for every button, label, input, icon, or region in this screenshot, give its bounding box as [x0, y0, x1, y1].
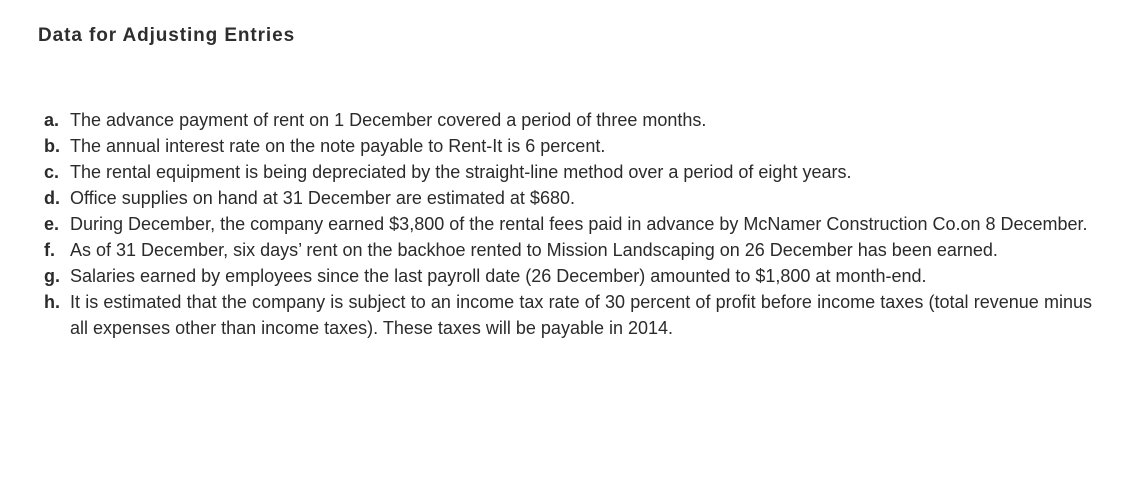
list-item-e — [44, 211, 1092, 237]
item-text: During December, the company earned $3,800 of the rental fees paid in advance by McNamer Construction Co.on 8 December. — [70, 214, 1088, 234]
list-item-h — [44, 289, 1092, 341]
item-text: As of 31 December, six days’ rent on the backhoe rented to Mission Landscaping on 26 December has been earned. — [70, 240, 998, 260]
item-letter: g. — [44, 266, 60, 286]
item-text: The annual interest rate on the note payable to Rent-It is 6 percent. — [70, 136, 606, 156]
item-letter: b. — [44, 136, 60, 156]
list-item-g — [44, 263, 1092, 289]
item-letter: f. — [44, 240, 55, 260]
item-letter: h. — [44, 292, 60, 312]
item-letter: d. — [44, 188, 60, 208]
item-text: It is estimated that the company is subject to an income tax rate of 30 percent of profit before income taxes (total revenue minus all expenses other than income taxes). These taxes will be payable in 2014. — [70, 292, 1092, 338]
item-letter: c. — [44, 162, 60, 182]
item-text: Salaries earned by employees since the last payroll date (26 December) amounted to $1,800 at month-end. — [70, 266, 927, 286]
list-item-b — [44, 133, 1092, 159]
list-item-d — [44, 185, 1092, 211]
item-text: The advance payment of rent on 1 December covered a period of three months. — [70, 110, 707, 130]
item-letter: e. — [44, 214, 60, 234]
item-text: The rental equipment is being depreciated by the straight-line method over a period of eight years. — [70, 162, 852, 182]
page-title: Data for Adjusting Entries — [38, 25, 296, 46]
item-text: Office supplies on hand at 31 December are estimated at $680. — [70, 188, 575, 208]
adjusting-entries-list — [44, 107, 1092, 341]
list-item-f — [44, 237, 1092, 263]
item-letter: a. — [44, 110, 60, 130]
list-item-c — [44, 159, 1092, 185]
list-item-a — [44, 107, 1092, 133]
